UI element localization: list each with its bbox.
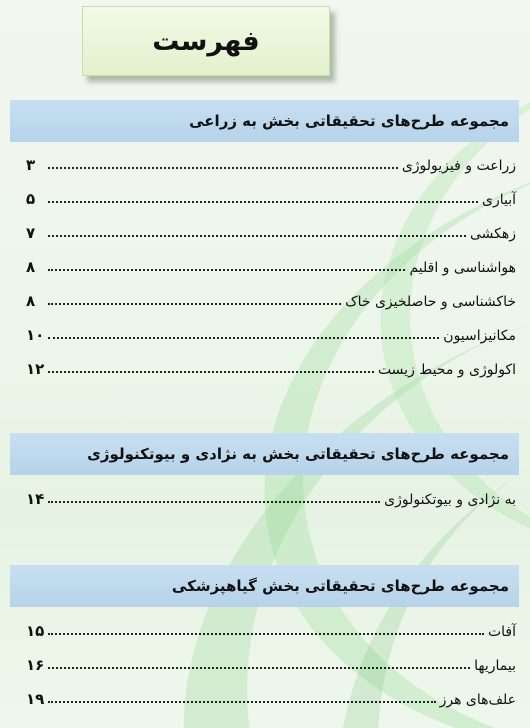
leader-dots [48, 167, 398, 169]
leader-dots [48, 337, 439, 339]
toc-entry-page: ۱۶ [26, 656, 45, 674]
section-heading: مجموعه طرح‌های تحقیقاتی بخش به نژادی و بیوتکنولوژی [87, 445, 509, 463]
toc-entry[interactable] [26, 216, 516, 242]
toc-entry[interactable] [26, 614, 516, 640]
title-box [82, 6, 330, 76]
toc-entry[interactable] [26, 250, 516, 276]
toc-entry-label: علف‌های هرز [439, 692, 516, 708]
section-heading: مجموعه طرح‌های تحقیقاتی بخش به زراعی [189, 112, 509, 130]
toc-entry-label: خاکشناسی و حاصلخیزی خاک [345, 294, 516, 310]
toc-entry[interactable] [26, 284, 516, 310]
leader-dots [48, 269, 405, 271]
toc-entry[interactable] [26, 318, 516, 344]
toc-entry-page: ۵ [26, 190, 36, 208]
leader-dots [48, 667, 470, 669]
toc-entry-label: آفات [487, 624, 516, 640]
toc-entry-label: زراعت و فیزیولوژی [401, 158, 516, 174]
toc-entry-label: آبیاری [482, 192, 516, 208]
section-heading: مجموعه طرح‌های تحقیقاتی بخش گیاهپزشکی [171, 577, 509, 595]
toc-entry-page: ۱۴ [26, 490, 45, 508]
toc-entry-label: بیماریها [474, 658, 516, 674]
leader-dots [48, 633, 484, 635]
toc-entry-label: اکولوژی و محیط زیست [377, 362, 516, 378]
toc-entry[interactable] [26, 682, 516, 708]
section-header-plant-protection [10, 565, 519, 607]
toc-entry-page: ۸ [26, 292, 36, 310]
toc-entry-label: زهکشی [469, 226, 516, 242]
toc-entry-page: ۷ [26, 224, 36, 242]
toc-entry-page: ۳ [26, 156, 36, 174]
toc-entry[interactable] [26, 352, 516, 378]
toc-entry[interactable] [26, 482, 516, 508]
section-header-agronomy [10, 100, 519, 142]
toc-entry-page: ۱۲ [26, 360, 45, 378]
toc-entry-page: ۸ [26, 258, 36, 276]
leader-dots [48, 501, 380, 503]
toc-entry-label: مکانیزاسیون [443, 328, 516, 344]
leader-dots [48, 201, 478, 203]
toc-entry-label: هواشناسی و اقلیم [409, 260, 516, 276]
section-header-breeding [10, 433, 519, 475]
page-title: فهرست [152, 25, 260, 57]
leader-dots [48, 371, 374, 373]
toc-entry-page: ۱۹ [26, 690, 45, 708]
toc-entry[interactable] [26, 148, 516, 174]
leader-dots [48, 701, 435, 703]
toc-entry-label: به نژادی و بیوتکنولوژی [384, 492, 516, 508]
toc-entry[interactable] [26, 648, 516, 674]
toc-entry-page: ۱۵ [26, 622, 45, 640]
toc-entry[interactable] [26, 182, 516, 208]
leader-dots [48, 303, 341, 305]
leader-dots [48, 235, 466, 237]
toc-entry-page: ۱۰ [26, 326, 45, 344]
